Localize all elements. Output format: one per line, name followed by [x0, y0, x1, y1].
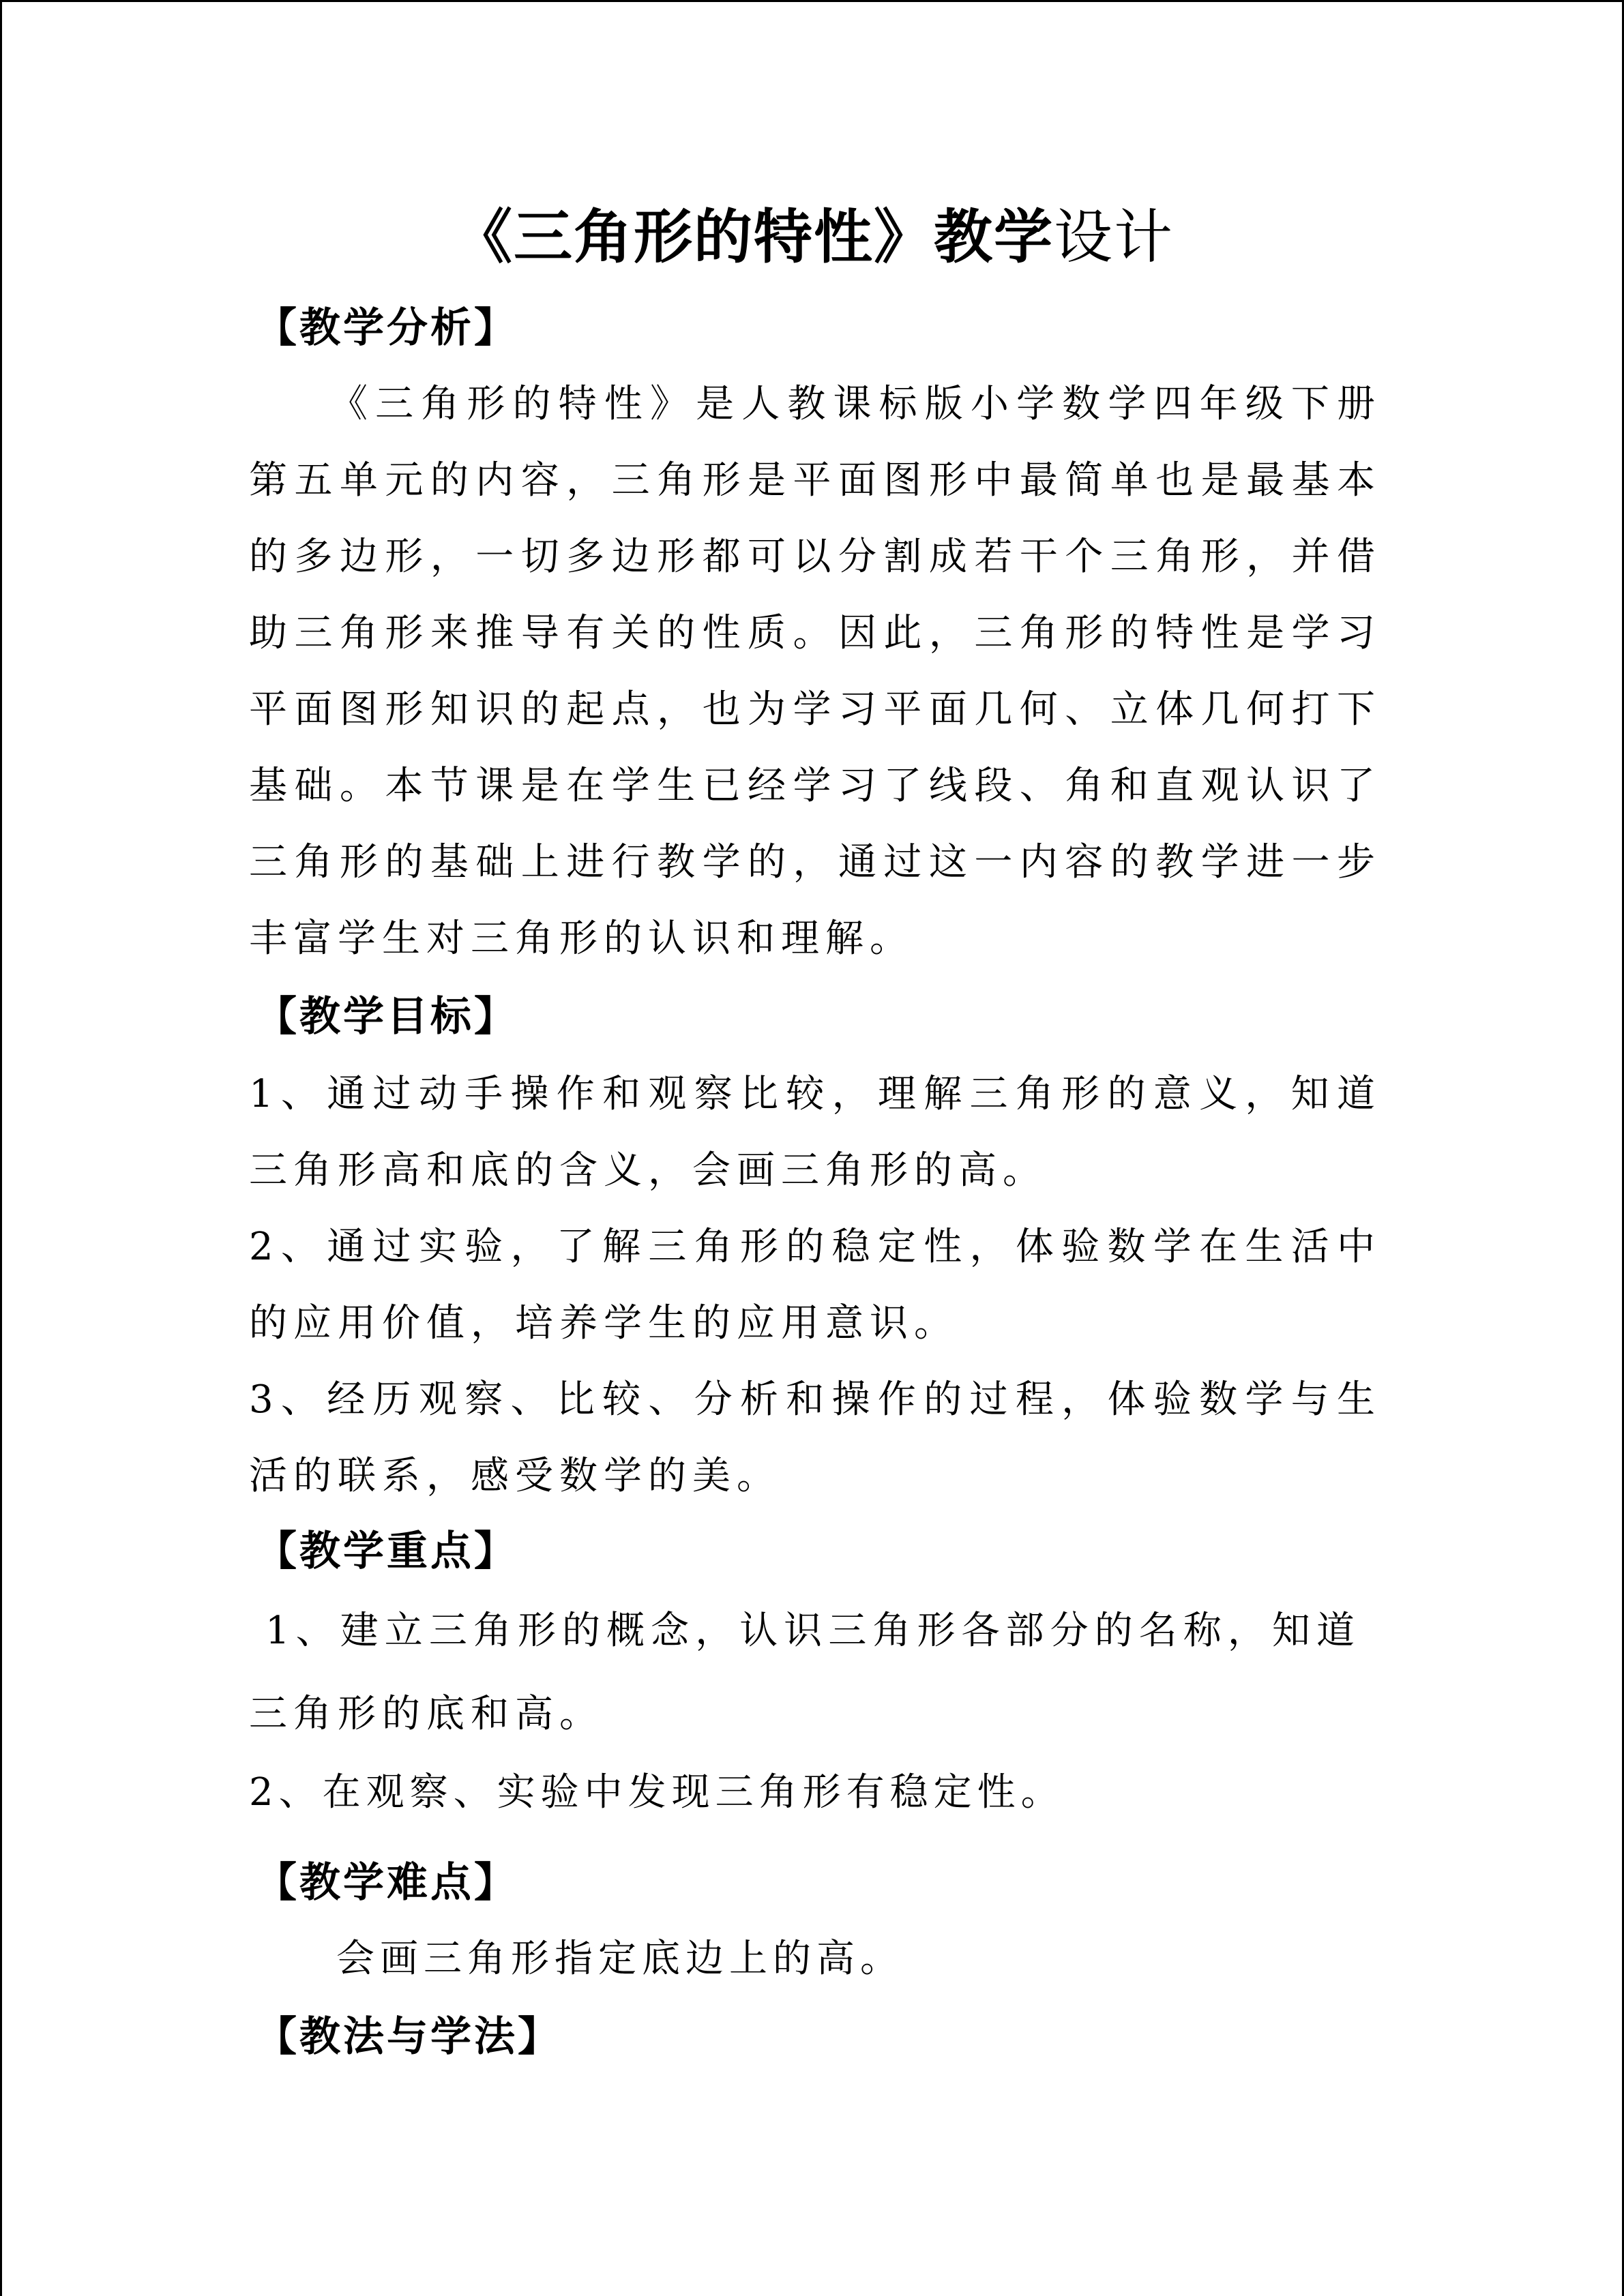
objective-item-1: 1、通过动手操作和观察比较，理解三角形的意义，知道三角形高和底的含义，会画三角形的高。	[249, 1072, 1381, 1193]
section-heading-objectives: 【教学目标】	[256, 993, 518, 1041]
key-point-item-2: 2、在观察、实验中发现三角形有稳定性。	[249, 1770, 1065, 1815]
section-heading-key-points: 【教学重点】	[256, 1527, 518, 1575]
analysis-paragraph: 《三角形的特性》是人教课标版小学数学四年级下册第五单元的内容，三角形是平面图形中最简单也是最基本的多边形，一切多边形都可以分割成若干个三角形，并借助三角形来推导有关的性质。因此，三角形的特性是学习平面图形知识的起点，也为学习平面几何、立体几何打下基础。本节课是在学生已经学习了线段、角和直观认识了三角形的基础上进行教学的，通过这一内容的教学进一步丰富学生对三角形的认识和理解。	[249, 382, 1381, 961]
title-suffix: 设计	[1054, 203, 1174, 271]
key-point-item-1: 1、建立三角形的概念，认识三角形各部分的名称，知道三角形的底和高。	[249, 1609, 1361, 1736]
section-heading-methods: 【教法与学法】	[256, 2013, 561, 2061]
section-heading-difficulty: 【教学难点】	[256, 1859, 518, 1907]
difficulty-text: 会画三角形指定底边上的高。	[336, 1937, 904, 1981]
section-heading-analysis: 【教学分析】	[256, 304, 518, 352]
document-title	[234, 200, 1393, 275]
objective-item-3: 3、经历观察、比较、分析和操作的过程，体验数学与生活的联系，感受数学的美。	[249, 1377, 1381, 1498]
title-main: 《三角形的特性》教学	[454, 203, 1054, 271]
objective-item-2: 2、通过实验，了解三角形的稳定性，体验数学在生活中的应用价值，培养学生的应用意识。	[249, 1225, 1381, 1345]
